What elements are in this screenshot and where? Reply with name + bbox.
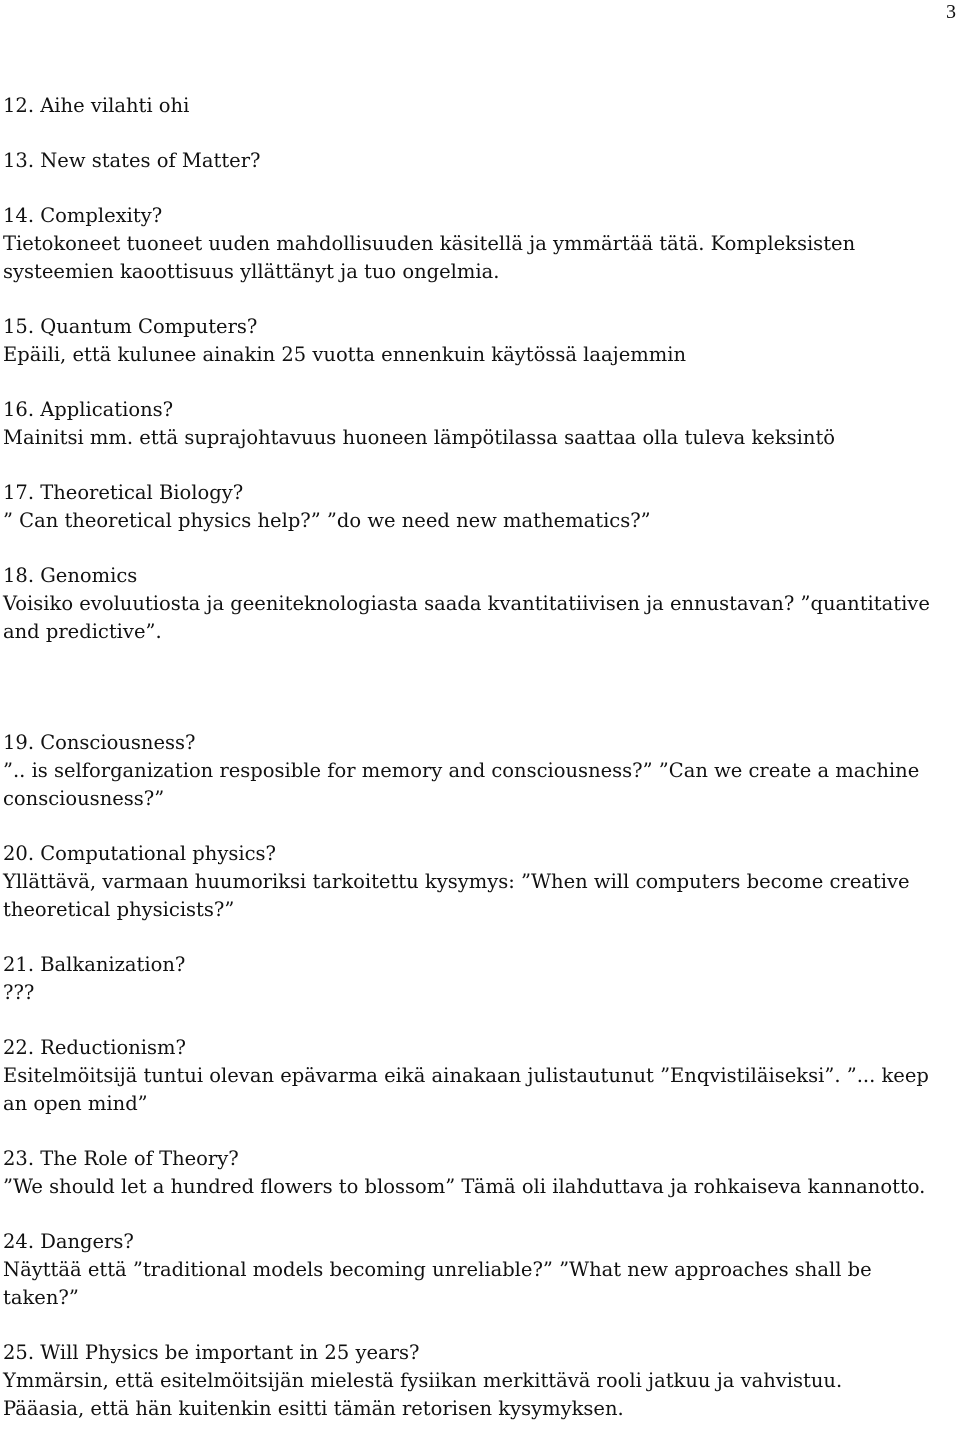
section-text-line: Voisiko evoluutiosta ja geeniteknologiasta saada kvantitatiivisen ja ennustavan? ”quantitative <box>3 592 930 615</box>
section-text-line: ”We should let a hundred flowers to blossom” Tämä oli ilahduttava ja rohkaiseva kannanotto. <box>3 1175 926 1198</box>
section-text-line: ”.. is selforganization resposible for memory and consciousness?” ”Can we create a machine <box>3 759 920 782</box>
section-heading: 21. Balkanization? <box>3 953 186 976</box>
section-text-line: Näyttää että ”traditional models becoming unreliable?” ”What new approaches shall be <box>3 1258 872 1281</box>
section-text-line: systeemien kaoottisuus yllättänyt ja tuo ongelmia. <box>3 260 500 283</box>
section-22 <box>3 1034 955 1118</box>
section-heading: 19. Consciousness? <box>3 731 196 754</box>
section-heading: 25. Will Physics be important in 25 years? <box>3 1341 420 1364</box>
section-heading: 12. Aihe vilahti ohi <box>3 94 190 117</box>
section-24 <box>3 1228 955 1312</box>
section-text-line: ??? <box>3 981 35 1004</box>
section-23 <box>3 1145 955 1201</box>
section-text-line: and predictive”. <box>3 620 162 643</box>
page-number: 3 <box>946 1 956 23</box>
section-heading: 17. Theoretical Biology? <box>3 481 244 504</box>
section-text-line: theoretical physicists?” <box>3 898 235 921</box>
section-13 <box>3 147 955 175</box>
section-14 <box>3 202 955 286</box>
section-heading: 23. The Role of Theory? <box>3 1147 239 1170</box>
section-17 <box>3 479 955 535</box>
section-25 <box>3 1339 955 1423</box>
section-heading: 16. Applications? <box>3 398 174 421</box>
section-16 <box>3 396 955 452</box>
section-21 <box>3 951 955 1007</box>
section-20 <box>3 840 955 924</box>
document-body <box>3 92 955 1450</box>
section-heading: 18. Genomics <box>3 564 138 587</box>
section-15 <box>3 313 955 369</box>
section-text-line: Tietokoneet tuoneet uuden mahdollisuuden käsitellä ja ymmärtää tätä. Kompleksisten <box>3 232 856 255</box>
section-heading: 24. Dangers? <box>3 1230 134 1253</box>
section-heading: 20. Computational physics? <box>3 842 276 865</box>
section-19 <box>3 729 955 813</box>
section-text-line: an open mind” <box>3 1092 148 1115</box>
section-heading: 14. Complexity? <box>3 204 163 227</box>
section-text-line: Yllättävä, varmaan huumoriksi tarkoitettu kysymys: ”When will computers become creative <box>3 870 910 893</box>
section-heading: 15. Quantum Computers? <box>3 315 258 338</box>
section-18 <box>3 562 955 646</box>
section-text-line: taken?” <box>3 1286 79 1309</box>
section-text-line: Pääasia, että hän kuitenkin esitti tämän retorisen kysymyksen. <box>3 1397 624 1420</box>
section-12 <box>3 92 955 120</box>
section-heading: 13. New states of Matter? <box>3 149 261 172</box>
section-heading: 22. Reductionism? <box>3 1036 186 1059</box>
section-text-line: Mainitsi mm. että suprajohtavuus huoneen lämpötilassa saattaa olla tuleva keksintö <box>3 426 836 449</box>
section-text-line: consciousness?” <box>3 787 165 810</box>
section-text-line: Epäili, että kulunee ainakin 25 vuotta ennenkuin käytössä laajemmin <box>3 343 687 366</box>
section-text-line: Esitelmöitsijä tuntui olevan epävarma eikä ainakaan julistautunut ”Enqvistiläiseksi”. ”... keep <box>3 1064 929 1087</box>
section-text-line: ” Can theoretical physics help?” ”do we need new mathematics?” <box>3 509 651 532</box>
section-text-line: Ymmärsin, että esitelmöitsijän mielestä fysiikan merkittävä rooli jatkuu ja vahvistuu. <box>3 1369 843 1392</box>
